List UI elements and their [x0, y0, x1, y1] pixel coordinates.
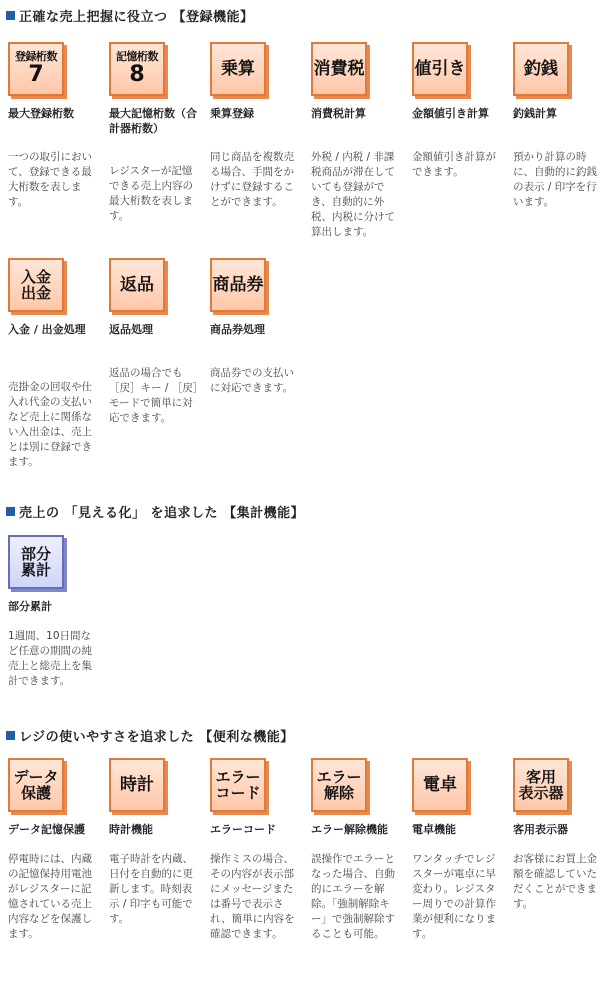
- icon-label: 表示器: [518, 784, 564, 802]
- feature-icon: [109, 258, 165, 312]
- icon-label: 釣銭: [524, 58, 558, 79]
- feature-description: 売掛金の回収や仕入れ代金の支払いなど売上に関係ない入出金は、売上とは別に登録できます。: [8, 381, 92, 468]
- icon-label: 8: [129, 61, 145, 87]
- square-bullet-icon: [6, 507, 15, 516]
- feature-name: 商品券処理: [210, 323, 265, 336]
- feature-item: [412, 42, 508, 178]
- feature-icon: [412, 42, 468, 96]
- icon-label: 値引き: [414, 58, 466, 79]
- feature-item: [8, 535, 104, 687]
- feature-item: [210, 258, 306, 394]
- feature-description: ワンタッチでレジスターが電卓に早変わり。レジスター周りでの計算作業が便利になります。: [412, 853, 496, 940]
- icon-label: 乗算: [221, 58, 255, 79]
- icon-label: エラー: [215, 767, 261, 786]
- icon-label: 部分: [20, 544, 51, 563]
- feature-description: 返品の場合でも［戻］キー / ［戻］モードで簡単に対応できます。: [109, 367, 198, 424]
- icon-label: エラー: [316, 767, 362, 786]
- icon-label: 7: [28, 61, 44, 87]
- feature-icon: [210, 258, 266, 312]
- feature-item: [109, 42, 205, 222]
- feature-item: [8, 258, 104, 468]
- feature-icon: [109, 758, 165, 812]
- feature-name: エラーコード: [210, 823, 276, 836]
- feature-icon: [311, 758, 367, 812]
- feature-description: 1週間、10日間など任意の期間の純売上と総売上を集計できます。: [8, 630, 92, 687]
- feature-name: 金額値引き計算: [412, 107, 489, 120]
- feature-item: [311, 758, 407, 940]
- feature-icon: [513, 758, 569, 812]
- icon-label: 累計: [20, 561, 51, 579]
- feature-icon: [412, 758, 468, 812]
- feature-description: 商品券での支払いに対応できます。: [210, 367, 294, 394]
- feature-description: 停電時には、内蔵の記憶保持用電池がレジスターに記憶されている売上内容などを保護します。: [8, 853, 92, 940]
- feature-item: [109, 758, 205, 925]
- registration-section-title: 正確な売上把握に役立つ 【登録機能】: [6, 6, 254, 25]
- icon-label: 電卓: [423, 774, 457, 795]
- feature-name: 入金 / 出金処理: [8, 323, 86, 336]
- icon-label: 客用: [525, 767, 556, 786]
- feature-description: 電子時計を内蔵、日付を自動的に更新します。時刻表示 / 印字も可能です。: [109, 853, 193, 925]
- feature-icon: [210, 758, 266, 812]
- feature-icon: [8, 535, 64, 589]
- feature-icon: [210, 42, 266, 96]
- feature-description: 預かり計算の時に、自動的に釣銭の表示 / 印字を行います。: [513, 151, 597, 208]
- feature-name: 返品処理: [109, 323, 153, 336]
- feature-description: 同じ商品を複数売る場合、手間をかけずに登録することができます。: [210, 151, 294, 208]
- icon-label: 商品券: [212, 274, 264, 295]
- icon-label: 返品: [120, 274, 154, 295]
- feature-description: お客様にお買上金額を確認していただくことができます。: [513, 853, 597, 910]
- feature-description: レジスターが記憶できる売上内容の最大桁数を表します。: [109, 165, 193, 222]
- feature-name: エラー解除機能: [311, 823, 388, 836]
- feature-name: 部分累計: [8, 600, 52, 613]
- feature-icon: [109, 42, 165, 96]
- icon-label: 時計: [120, 774, 154, 795]
- feature-icon: [311, 42, 367, 96]
- feature-item: [8, 758, 104, 940]
- icon-label: 消費税: [313, 58, 365, 79]
- feature-item: [311, 42, 407, 238]
- icon-label: データ: [13, 767, 59, 786]
- feature-description: 誤操作でエラーとなった場合、自動的にエラーを解除。「強制解除キー」で強制解除することも可能。: [311, 853, 395, 940]
- feature-item: [8, 42, 104, 208]
- feature-name: 最大登録桁数: [8, 107, 74, 120]
- feature-name: データ記憶保護: [8, 823, 85, 836]
- feature-name: 最大記憶桁数（合計器桁数）: [109, 107, 197, 135]
- feature-description: 一つの取引において、登録できる最大桁数を表します。: [8, 151, 92, 208]
- feature-name: 乗算登録: [210, 107, 254, 120]
- feature-item: [513, 758, 600, 910]
- feature-name: 釣銭計算: [513, 107, 557, 120]
- convenience-section-title: レジの使いやすさを追求した 【便利な機能】: [6, 726, 294, 745]
- feature-item: [109, 258, 205, 424]
- icon-label: 記憶桁数: [116, 49, 158, 63]
- icon-label: 出金: [20, 284, 51, 302]
- feature-description: 金額値引き計算ができます。: [412, 151, 496, 178]
- feature-name: 消費税計算: [311, 107, 366, 120]
- aggregation-section-title: 売上の 「見える化」 を追求した 【集計機能】: [6, 502, 304, 521]
- icon-label: 保護: [20, 784, 51, 802]
- square-bullet-icon: [6, 731, 15, 740]
- feature-name: 客用表示器: [513, 823, 568, 836]
- feature-item: [513, 42, 600, 208]
- feature-icon: [8, 258, 64, 312]
- feature-item: [210, 758, 306, 940]
- feature-icon: [8, 42, 64, 96]
- feature-icon: [8, 758, 64, 812]
- feature-description: 外税 / 内税 / 非課税商品が滞在していても登録ができ、自動的に外税、内税に分けて算出します。: [311, 151, 395, 238]
- feature-item: [412, 758, 508, 940]
- feature-icon: [513, 42, 569, 96]
- icon-label: 解除: [323, 784, 354, 802]
- feature-name: 電卓機能: [412, 823, 456, 836]
- feature-item: [210, 42, 306, 208]
- icon-label: 入金: [20, 267, 51, 286]
- square-bullet-icon: [6, 11, 15, 20]
- icon-label: コード: [215, 784, 261, 802]
- icon-label: 登録桁数: [15, 49, 57, 63]
- feature-description: 操作ミスの場合、その内容が表示部にメッセージまたは番号で表示され、簡単に内容を確認できます。: [210, 853, 295, 940]
- feature-name: 時計機能: [109, 823, 153, 836]
